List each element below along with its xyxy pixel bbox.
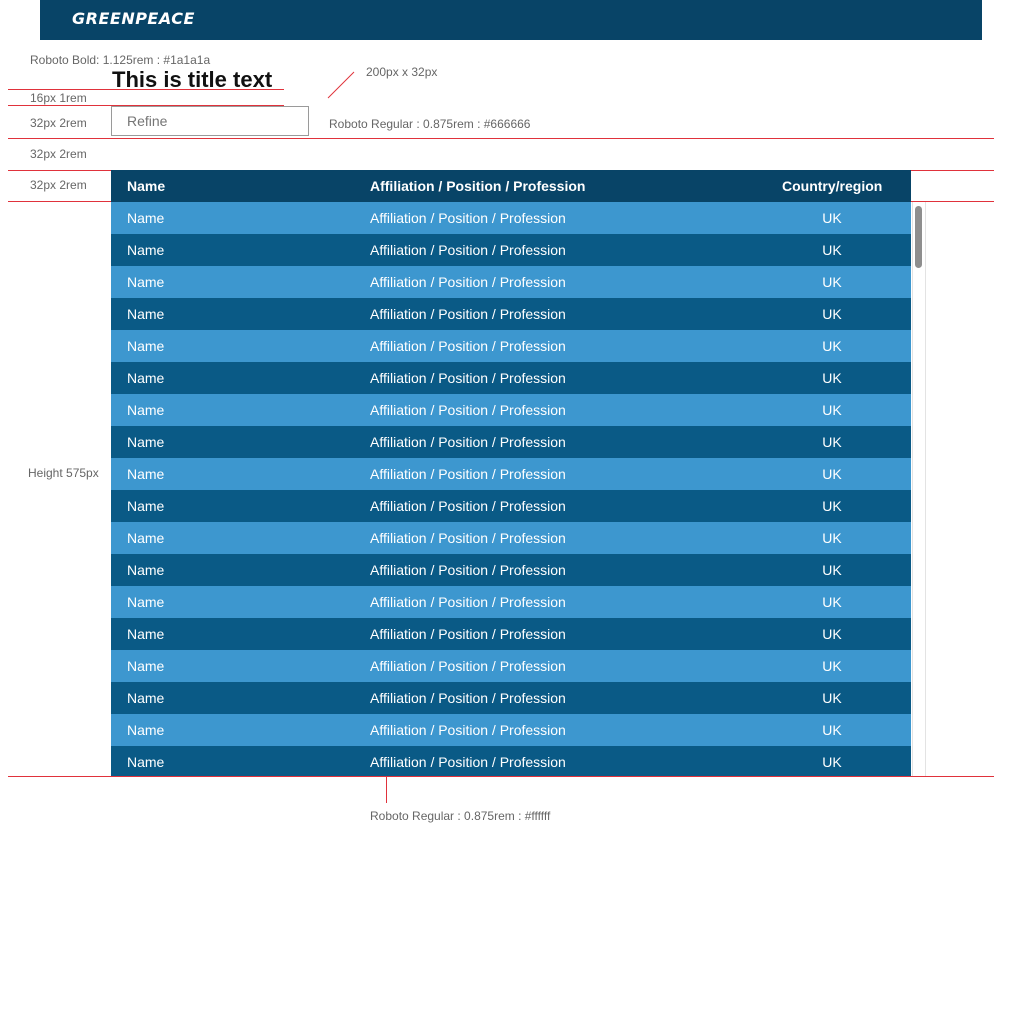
annotation-input-font: Roboto Regular : 0.875rem : #666666 [329, 117, 531, 131]
table-row[interactable] [111, 522, 911, 554]
guide-pointer-input [326, 70, 358, 100]
cell-country: UK [822, 690, 842, 706]
cell-name: Name [127, 498, 165, 514]
cell-country: UK [822, 466, 842, 482]
cell-name: Name [127, 690, 165, 706]
cell-affiliation: Affiliation / Position / Profession [370, 722, 566, 738]
refine-input[interactable] [111, 106, 309, 136]
cell-affiliation: Affiliation / Position / Profession [370, 754, 566, 770]
table-row[interactable] [111, 458, 911, 490]
cell-affiliation: Affiliation / Position / Profession [370, 402, 566, 418]
cell-name: Name [127, 658, 165, 674]
cell-name: Name [127, 434, 165, 450]
cell-affiliation: Affiliation / Position / Profession [370, 338, 566, 354]
annotation-spacing-32-a: 32px 2rem [30, 116, 87, 130]
annotation-title-font: Roboto Bold: 1.125rem : #1a1a1a [30, 53, 211, 67]
cell-affiliation: Affiliation / Position / Profession [370, 530, 566, 546]
cell-name: Name [127, 562, 165, 578]
cell-country: UK [822, 754, 842, 770]
cell-country: UK [822, 306, 842, 322]
table-row[interactable] [111, 650, 911, 682]
cell-country: UK [822, 722, 842, 738]
guide-line-table-bottom [8, 776, 994, 777]
annotation-spacing-32-b: 32px 2rem [30, 147, 87, 161]
table-header [111, 170, 911, 202]
table-body[interactable] [111, 202, 911, 776]
cell-name: Name [127, 242, 165, 258]
cell-name: Name [127, 722, 165, 738]
cell-country: UK [822, 434, 842, 450]
cell-name: Name [127, 530, 165, 546]
table-row[interactable] [111, 490, 911, 522]
table-row[interactable] [111, 234, 911, 266]
cell-country: UK [822, 658, 842, 674]
table-row[interactable] [111, 266, 911, 298]
cell-affiliation: Affiliation / Position / Profession [370, 626, 566, 642]
cell-country: UK [822, 562, 842, 578]
annotation-input-size: 200px x 32px [366, 65, 438, 79]
column-header-name[interactable]: Name [127, 178, 166, 194]
top-bar [40, 0, 982, 40]
table-row[interactable] [111, 714, 911, 746]
table-row[interactable] [111, 682, 911, 714]
table-row[interactable] [111, 330, 911, 362]
table-row[interactable] [111, 586, 911, 618]
cell-affiliation: Affiliation / Position / Profession [370, 658, 566, 674]
table-row[interactable] [111, 426, 911, 458]
cell-country: UK [822, 498, 842, 514]
cell-country: UK [822, 626, 842, 642]
page-title: This is title text [112, 67, 273, 92]
cell-affiliation: Affiliation / Position / Profession [370, 210, 566, 226]
table-row[interactable] [111, 618, 911, 650]
column-header-affiliation[interactable]: Affiliation / Position / Profession [370, 178, 586, 194]
cell-affiliation: Affiliation / Position / Profession [370, 434, 566, 450]
annotation-height: Height 575px [28, 466, 99, 480]
cell-name: Name [127, 402, 165, 418]
cell-country: UK [822, 370, 842, 386]
table-scrollbar-track[interactable] [912, 202, 926, 776]
cell-affiliation: Affiliation / Position / Profession [370, 594, 566, 610]
cell-name: Name [127, 210, 165, 226]
table-row[interactable] [111, 298, 911, 330]
cell-name: Name [127, 370, 165, 386]
cell-country: UK [822, 242, 842, 258]
cell-affiliation: Affiliation / Position / Profession [370, 306, 566, 322]
annotation-body-font: Roboto Regular : 0.875rem : #ffffff [370, 809, 551, 823]
table-scrollbar-thumb[interactable] [915, 206, 922, 268]
annotation-spacing-32-c: 32px 2rem [30, 178, 87, 192]
table-row[interactable] [111, 362, 911, 394]
annotation-spacing-16: 16px 1rem [30, 91, 87, 105]
cell-country: UK [822, 210, 842, 226]
cell-country: UK [822, 530, 842, 546]
table-row[interactable] [111, 746, 911, 776]
cell-country: UK [822, 594, 842, 610]
cell-name: Name [127, 274, 165, 290]
cell-country: UK [822, 402, 842, 418]
table-row[interactable] [111, 554, 911, 586]
column-header-country[interactable]: Country/region [782, 178, 883, 194]
cell-name: Name [127, 338, 165, 354]
cell-name: Name [127, 594, 165, 610]
cell-country: UK [822, 338, 842, 354]
cell-affiliation: Affiliation / Position / Profession [370, 274, 566, 290]
guide-line-input-bottom [8, 138, 994, 139]
table-row[interactable] [111, 202, 911, 234]
cell-name: Name [127, 466, 165, 482]
cell-name: Name [127, 626, 165, 642]
cell-affiliation: Affiliation / Position / Profession [370, 498, 566, 514]
cell-affiliation: Affiliation / Position / Profession [370, 690, 566, 706]
cell-name: Name [127, 754, 165, 770]
cell-affiliation: Affiliation / Position / Profession [370, 466, 566, 482]
table-row[interactable] [111, 394, 911, 426]
guide-pointer-body [386, 777, 387, 803]
cell-affiliation: Affiliation / Position / Profession [370, 562, 566, 578]
greenpeace-logo[interactable]: GREENPEACE [72, 9, 195, 28]
cell-country: UK [822, 274, 842, 290]
cell-name: Name [127, 306, 165, 322]
cell-affiliation: Affiliation / Position / Profession [370, 242, 566, 258]
cell-affiliation: Affiliation / Position / Profession [370, 370, 566, 386]
